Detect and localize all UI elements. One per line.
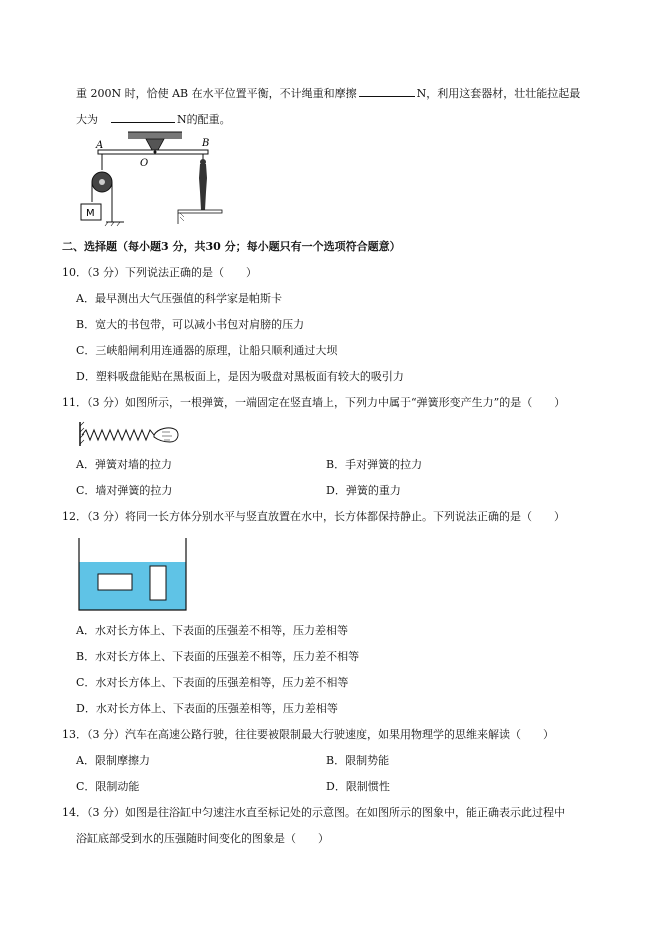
spring-figure bbox=[78, 420, 182, 450]
label-m: M bbox=[86, 208, 95, 219]
ceiling-block bbox=[128, 132, 182, 139]
question-11-option-d[interactable]: D．弹簧的重力 bbox=[326, 484, 401, 497]
question-12-option-b[interactable]: B．水对长方体上、下表面的压强差不相等，压力差不相等 bbox=[76, 650, 360, 663]
block-vertical bbox=[150, 566, 166, 600]
question-10-option-a[interactable]: A．最早测出大气压强值的科学家是帕斯卡 bbox=[76, 292, 282, 305]
intro-text: 重 200N 时，恰使 AB 在水平位置平衡，不计绳重和摩擦 bbox=[76, 87, 357, 100]
spring-icon bbox=[82, 430, 154, 440]
intro-line-1 bbox=[76, 86, 580, 101]
question-13-option-c[interactable]: C．限制动能 bbox=[76, 780, 140, 793]
answer-blank bbox=[111, 112, 175, 123]
question-13-stem: 13．（3 分）汽车在高速公路行驶，往往要被限制最大行驶速度，如果用物理学的思维来解读（ ） bbox=[62, 728, 554, 741]
section-heading: 二、选择题（每小题3 分，共30 分；每小题只有一个选项符合题意） bbox=[62, 240, 401, 253]
question-11-option-a[interactable]: A．弹簧对墙的拉力 bbox=[76, 458, 172, 471]
question-11-option-c[interactable]: C．墙对弹簧的拉力 bbox=[76, 484, 173, 497]
question-12-option-a[interactable]: A．水对长方体上、下表面的压强差不相等，压力差相等 bbox=[76, 624, 348, 637]
question-11-option-b[interactable]: B．手对弹簧的拉力 bbox=[326, 458, 423, 471]
question-12-option-c[interactable]: C．水对长方体上、下表面的压强差相等，压力差不相等 bbox=[76, 676, 349, 689]
question-10-option-d[interactable]: D．塑料吸盘能贴在黑板面上，是因为吸盘对黑板面有较大的吸引力 bbox=[76, 370, 404, 383]
question-10-stem: 10．（3 分）下列说法正确的是（ ） bbox=[62, 266, 257, 279]
label-o: O bbox=[140, 158, 149, 169]
lever-pulley-figure bbox=[72, 132, 222, 224]
question-13-option-d[interactable]: D．限制惯性 bbox=[326, 780, 390, 793]
platform bbox=[178, 210, 222, 213]
intro-text: N，利用这套器材，壮壮能拉起最 bbox=[416, 87, 581, 100]
label-a: A bbox=[96, 140, 104, 151]
question-12-stem: 12．（3 分）将同一长方体分别水平与竖直放置在水中，长方体都保持静止。下列说法正确的是（ ） bbox=[62, 510, 565, 523]
question-11-stem: 11．（3 分）如图所示，一根弹簧，一端固定在竖直墙上，下列力中属于“弹簧形变产生力”的是（ ） bbox=[62, 396, 566, 409]
intro-line-2 bbox=[76, 112, 231, 127]
question-10-option-c[interactable]: C．三峡船闸利用连通器的原理，让船只顺利通过大坝 bbox=[76, 344, 338, 357]
answer-blank bbox=[359, 86, 415, 97]
intro-text: N的配重。 bbox=[177, 113, 231, 126]
question-14-stem-line-1: 14．（3 分）如图是往浴缸中匀速注水直至标记处的示意图。在如图所示的图象中，能正确表示此过程中 bbox=[62, 806, 565, 819]
label-b: B bbox=[202, 138, 210, 149]
intro-text: 大为 bbox=[76, 113, 98, 126]
person-icon bbox=[199, 164, 207, 210]
block-horizontal bbox=[98, 574, 132, 590]
fulcrum bbox=[146, 139, 164, 150]
water-tank-figure bbox=[78, 538, 188, 612]
question-10-option-b[interactable]: B．宽大的书包带，可以减小书包对肩膀的压力 bbox=[76, 318, 305, 331]
question-12-option-d[interactable]: D．水对长方体上、下表面的压强差相等，压力差相等 bbox=[76, 702, 338, 715]
question-13-option-b[interactable]: B．限制势能 bbox=[326, 754, 390, 767]
lever-bar bbox=[98, 150, 208, 154]
question-13-option-a[interactable]: A．限制摩擦力 bbox=[76, 754, 150, 767]
question-14-stem-line-2: 浴缸底部受到水的压强随时间变化的图象是（ ） bbox=[76, 832, 329, 845]
